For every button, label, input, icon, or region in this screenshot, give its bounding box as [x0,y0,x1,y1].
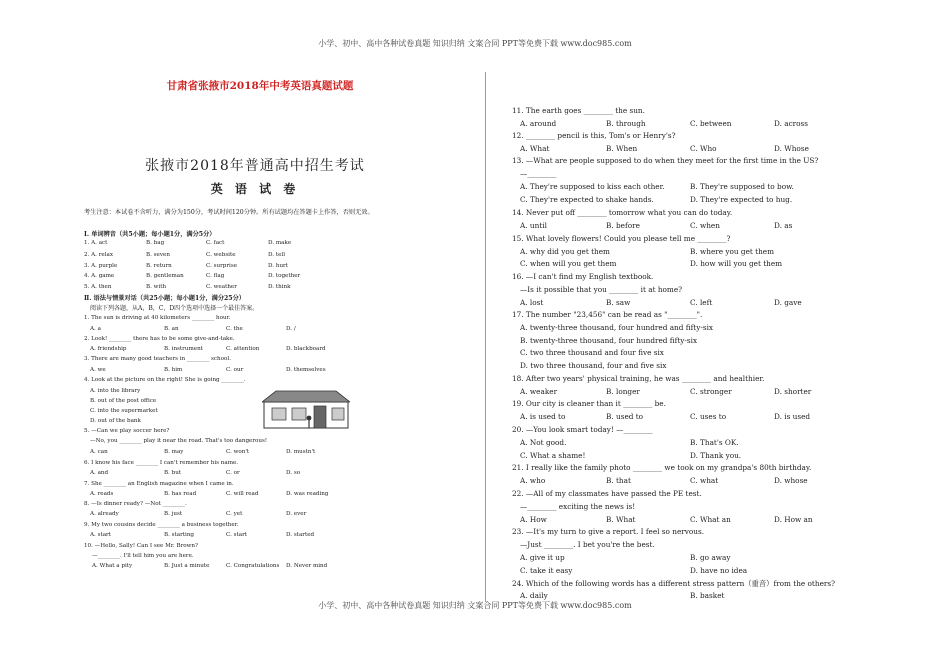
question-line: 3. A. purple [84,263,118,269]
question-line: 24. Which of the following words has a different stress pattern（重音）from the others? [512,579,836,588]
question-line: 4. A. game [84,273,115,279]
question-line: A. is used to [520,412,566,421]
question-line: D. across [774,119,809,128]
exam-title: 张掖市2018年普通高中招生考试 [145,158,365,174]
question-line: B. has read [164,491,197,497]
question-line: C. between [690,119,732,128]
question-line: 1. A. act [84,240,108,246]
question-line: A. Not good. [520,438,567,447]
question-line: —Just ________. I bet you're the best. [520,540,655,549]
question-line: A. They're supposed to kiss each other. [520,182,665,191]
question-line: 9. My two cousins decide ________ a business together. [84,522,239,528]
section2-instruction: 阅读下列各题，从A，B，C，D四个选项中选择一个最佳答案。 [90,305,259,312]
question-line: 23. —It's my turn to give a report. I feel so nervous. [512,527,705,536]
question-line: B. but [164,470,182,476]
question-line: C. fact [206,240,225,246]
question-line: D. Whose [774,144,809,153]
question-line: 7. She ________ an English magazine when I came in. [84,481,234,487]
question-line: 12. ________ pencil is this, Tom's or Henry's? [512,131,676,140]
question-line: B. longer [606,387,640,396]
question-line: B. What [606,515,636,524]
question-line: B. When [606,144,638,153]
question-line: A. into the library [90,388,141,394]
question-line: D. blackboard [286,346,326,352]
question-line: D. have no idea [690,566,748,575]
question-line: B. used to [606,412,644,421]
question-line: A. What a pity [92,563,133,569]
question-line: C. our [226,367,244,373]
question-line: B. They're supposed to bow. [690,182,794,191]
question-line: 17. The number "23,456" can be read as "________". [512,310,703,319]
question-line: C. Congratulations [226,563,280,569]
question-line: C. what [690,476,719,485]
question-line: C. surprise [206,263,238,269]
question-line: 2. Look! ________ there has to be some give-and-take. [84,336,235,342]
question-line: 5. A. then [84,284,112,290]
question-line: B. bag [146,240,165,246]
question-line: —________ exciting the news is! [520,502,636,511]
question-line: A. daily [520,591,548,600]
question-line: A. until [520,221,547,230]
question-line: —No, you ________ play it near the road. That's too dangerous! [90,438,268,444]
question-line: D. How an [774,515,813,524]
question-line: A. weaker [520,387,558,396]
question-line: B. seven [146,252,170,258]
question-line: D. out of the bank [90,418,141,424]
question-line: 16. —I can't find my English textbook. [512,272,654,281]
question-line: —Is it possible that you ________ it at home? [520,285,683,294]
question-line: C. two three thousand and four five six [520,348,664,357]
question-line: 1. The sun is driving at 40 kilometers ________ hour. [84,315,231,321]
question-line: D. / [286,326,296,332]
question-line: C. the [226,326,243,332]
question-line: 10. —Hello, Sally! Can I see Mr. Brown? [84,543,199,549]
question-line: B. return [146,263,172,269]
subject-title: 英 语 试 卷 [210,182,300,196]
question-line: B. that [606,476,631,485]
question-line: A. who [520,476,546,485]
question-line: A. can [90,449,108,455]
question-line: B. gentleman [146,273,184,279]
question-line: D. shorter [774,387,812,396]
question-line: C. when [690,221,720,230]
question-line: D. think [268,284,291,290]
question-line: 15. What lovely flowers! Could you please tell me ________? [512,234,731,243]
question-line: C. won't [226,449,250,455]
question-line: A. What [520,144,550,153]
question-line: A. give it up [520,553,565,562]
question-line: D. how will you get them [690,259,783,268]
question-line: D. Never mind [286,563,328,569]
question-line: B. basket [690,591,725,600]
question-line: D. is used [774,412,811,421]
column-divider [485,72,486,602]
question-line: A. How [520,515,547,524]
question-line: A. already [90,511,119,517]
question-line: D. They're expected to hug. [690,195,793,204]
question-line: C. will read [226,491,259,497]
question-line: D. whose [774,476,808,485]
question-line: A. a [90,326,101,332]
question-line: B. before [606,221,640,230]
question-line: —________ [520,169,557,178]
question-line: D. started [286,532,315,538]
question-line: D. gave [774,298,802,307]
question-line: B. out of the post office [90,398,157,404]
question-line: C. take it easy [520,566,573,575]
question-line: A. lost [520,298,544,307]
question-line: B. starting [164,532,195,538]
question-line: C. They're expected to shake hands. [520,195,654,204]
question-line: C. attention [226,346,260,352]
question-line: 3. There are many good teachers in ________ school. [84,356,231,362]
question-line: B. That's OK. [690,438,739,447]
section1-title: I. 单词辨音（共5小题；每小题1分，满分5分） [84,231,216,238]
question-line: 18. After two years' physical training, he was ________ and healthier. [512,374,765,383]
question-line: C. when will you get them [520,259,617,268]
question-line: 14. Never put off ________ tomorrow what you can do today. [512,208,733,217]
question-line: B. him [164,367,183,373]
question-line: D. was reading [286,491,329,497]
question-line: B. saw [606,298,631,307]
question-line: D. mustn't [286,449,316,455]
question-line: 21. I really like the family photo ________ we took on my grandpa's 80th birthday. [512,463,812,472]
question-line: B. may [164,449,184,455]
section2-title: Ⅱ. 语法与情景对话（共25小题；每小题1分，满分25分） [84,295,245,302]
question-line: B. with [146,284,167,290]
question-line: B. twenty-three thousand, four hundred fifty-six [520,336,698,345]
question-line: 8. —Is dinner ready? —Not ________. [84,501,187,507]
question-line: 4. Look at the picture on the right! She is going ________. [84,377,246,383]
question-line: —________. I'll tell him you are here. [92,553,194,559]
question-line: 13. —What are people supposed to do when they meet for the first time in the US? [512,156,819,165]
question-line: C. or [226,470,240,476]
page-header: 小学、初中、高中各种试卷真题 知识归纳 文案合同 PPT等免费下载 www.doc985.com [318,39,632,48]
question-line: 22. —All of my classmates have passed the PE test. [512,489,702,498]
question-line: A. why did you get them [520,247,610,256]
building-illustration [262,388,350,432]
question-line: A. we [90,367,106,373]
question-line: A. friendship [90,346,127,352]
question-line: 6. I know his face ________ I can't remember his name. [84,460,239,466]
question-line: B. go away [690,553,731,562]
exam-notice: 考生注意：本试卷不含听力，满分为150分，考试时间120分钟。所有试题均在答题卡上作答，否则无效。 [84,209,374,216]
question-line: D. together [268,273,301,279]
doc-title: 甘肃省张掖市2018年中考英语真题试题 [166,80,354,92]
question-line: C. stronger [690,387,732,396]
question-line: D. make [268,240,292,246]
question-line: 19. Our city is cleaner than it ________ be. [512,399,666,408]
question-line: D. hurt [268,263,288,269]
question-line: C. flag [206,273,225,279]
question-line: D. ever [286,511,307,517]
question-line: A. reads [90,491,114,497]
question-line: D. two three thousand, four and five six [520,361,667,370]
question-line: C. uses to [690,412,727,421]
question-line: C. left [690,298,713,307]
question-line: B. through [606,119,646,128]
question-line: B. instrument [164,346,203,352]
question-line: A. and [90,470,109,476]
question-line: D. tell [268,252,285,258]
question-line: B. Just a minute [164,563,210,569]
page-footer: 小学、初中、高中各种试卷真题 知识归纳 文案合同 PPT等免费下载 www.doc985.com [318,601,632,610]
question-line: A. start [90,532,111,538]
question-line: C. weather [206,284,237,290]
question-line: C. What an [690,515,731,524]
question-line: A. twenty-three thousand, four hundred and fifty-six [520,323,714,332]
question-line: C. website [206,252,236,258]
question-line: C. yet [226,511,243,517]
question-line: D. as [774,221,793,230]
question-line: B. just [164,511,183,517]
question-line: D. so [286,470,301,476]
question-line: D. themselves [286,367,326,373]
question-line: D. Thank you. [690,451,742,460]
question-line: C. Who [690,144,717,153]
question-line: 5. —Can we play soccer here? [84,428,170,434]
question-line: C. into the supermarket [90,408,158,414]
question-line: 2. A. relax [84,252,113,258]
question-line: C. start [226,532,248,538]
question-line: C. What a shame! [520,451,586,460]
question-line: 11. The earth goes ________ the sun. [512,106,645,115]
question-line: 20. —You look smart today! —________ [512,425,653,434]
question-line: B. where you get them [690,247,775,256]
question-line: A. around [520,119,557,128]
question-line: B. an [164,326,179,332]
